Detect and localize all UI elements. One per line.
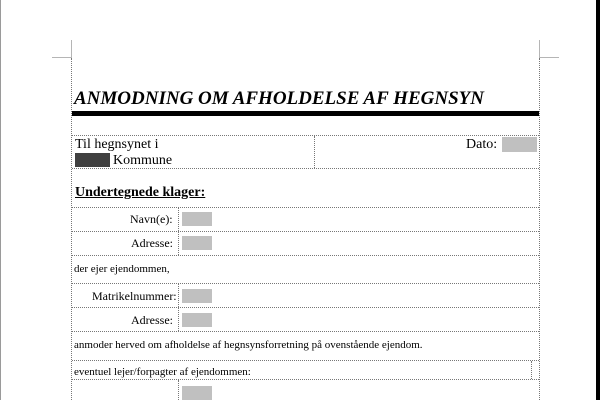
header-box-bottom <box>72 168 539 169</box>
crop-mark-top-right-vertical <box>539 40 540 58</box>
date-field[interactable] <box>502 137 537 152</box>
row-divider <box>72 231 539 232</box>
name-label: Navn(e): <box>130 212 173 226</box>
row-divider <box>72 307 539 308</box>
document-title: ANMODNING OM AFHOLDELSE AF HEGNSYN <box>74 88 484 109</box>
tenant-row-divider <box>531 361 532 379</box>
name-field[interactable] <box>182 212 212 226</box>
row-divider <box>72 331 539 332</box>
label-column-divider <box>178 380 179 400</box>
cadastral-number-field[interactable] <box>182 289 212 303</box>
window-right-edge <box>596 0 600 400</box>
address-label: Adresse: <box>131 236 173 250</box>
section-complainants-heading: Undertegnede klager: <box>75 185 206 200</box>
tenant-text: eventuel lejer/forpagter af ejendommen: <box>74 366 251 378</box>
header-box-divider <box>314 136 315 168</box>
header-box-top <box>72 135 539 136</box>
row-divider <box>72 207 539 208</box>
crop-mark-top-left-horizontal <box>52 57 71 58</box>
row-divider <box>72 360 539 361</box>
to-label: Til hegnsynet i <box>75 137 159 152</box>
municipality-label: Kommune <box>113 153 173 168</box>
crop-mark-top-right-horizontal <box>540 57 559 58</box>
request-text: anmoder herved om afholdelse af hegnsynsforretning på ovenstående ejendom. <box>74 339 423 351</box>
table-left-border <box>71 58 72 400</box>
row-divider <box>72 255 539 256</box>
municipality-redacted-field[interactable] <box>75 153 110 167</box>
property-address-field[interactable] <box>182 313 212 327</box>
title-rule <box>72 111 539 116</box>
cadastral-number-label: Matrikelnummer: <box>92 289 177 303</box>
date-label: Dato: <box>466 137 498 152</box>
row-divider <box>72 379 539 380</box>
property-address-label: Adresse: <box>131 313 173 327</box>
table-right-border <box>539 58 540 400</box>
window-left-edge <box>0 0 1 400</box>
tenant-name-field[interactable] <box>182 386 212 400</box>
crop-mark-top-left-vertical <box>71 40 72 58</box>
address-field[interactable] <box>182 236 212 250</box>
row-divider <box>72 283 539 284</box>
owns-property-text: der ejer ejendommen, <box>74 263 170 275</box>
